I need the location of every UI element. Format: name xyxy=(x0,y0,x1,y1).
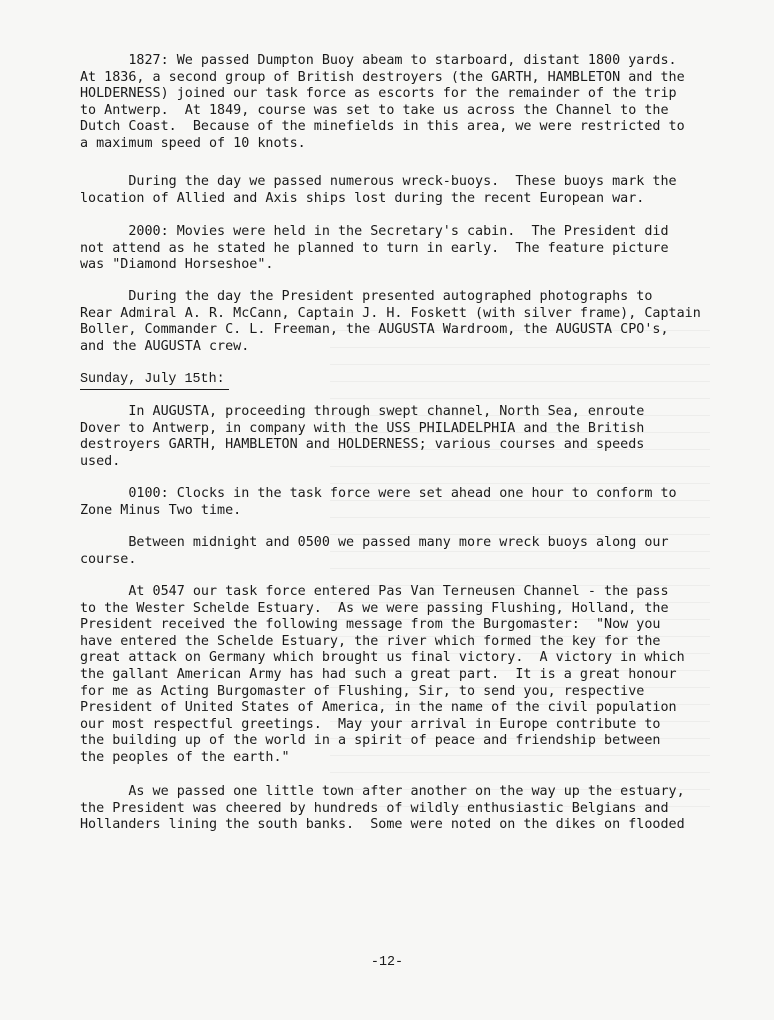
section-heading: Sunday, July 15th: xyxy=(80,372,229,390)
paragraph-9: As we passed one little town after another on the way up the estuary, the President was cheered by hundreds of wildly enthusiastic Belgians and Hollanders lining the south banks. Some were noted on the dikes on flooded xyxy=(80,784,685,833)
paragraph-3: 2000: Movies were held in the Secretary's cabin. The President did not attend as he stated he planned to turn in early. The feature picture was "Diamond Horseshoe". xyxy=(80,224,669,273)
paragraph-7: Between midnight and 0500 we passed many more wreck buoys along our course. xyxy=(80,535,669,567)
paragraph-4: During the day the President presented autographed photographs to Rear Admiral A. R. McCann, Captain J. H. Foskett (with silver frame), Captain Boller, Commander C. L. Freeman, the AUGUSTA Wardroom, the AUGUSTA CPO's, and the AUGUSTA crew. xyxy=(80,289,701,354)
page-number: -12- xyxy=(370,955,404,970)
paragraph-8: At 0547 our task force entered Pas Van Terneusen Channel - the pass to the Wester Schelde Estuary. As we were passing Flushing, Holland, the President received the following message from the Burgomaster: "Now you have entered the Schelde Estuary, the river which formed the key for the great attack on Germany which brought us final victory. A victory in which the gallant American Army has had such a great part. It is a great honour for me as Acting Burgomaster of Flushing, Sir, to send you, respective President of United States of America, in the name of the civil population our most respectful greetings. May your arrival in Europe contribute to the building up of the world in a spirit of peace and friendship between the peoples of the earth." xyxy=(80,584,685,765)
paragraph-1: 1827: We passed Dumpton Buoy abeam to starboard, distant 1800 yards. At 1836, a second group of British destroyers (the GARTH, HAMBLETON and the HOLDERNESS) joined our task force as escorts for the remainder of the trip to Antwerp. At 1849, course was set to take us across the Channel to the Dutch Coast. Because of the minefields in this area, we were restricted to a maximum speed of 10 knots. xyxy=(80,53,685,151)
paragraph-5: In AUGUSTA, proceeding through swept channel, North Sea, enroute Dover to Antwerp, in company with the USS PHILADELPHIA and the British destroyers GARTH, HAMBLETON and HOLDERNESS; various courses and speeds used. xyxy=(80,404,645,469)
paragraph-2: During the day we passed numerous wreck-buoys. These buoys mark the location of Allied and Axis ships lost during the recent European war. xyxy=(80,174,677,206)
paragraph-6: 0100: Clocks in the task force were set ahead one hour to conform to Zone Minus Two time. xyxy=(80,486,677,518)
